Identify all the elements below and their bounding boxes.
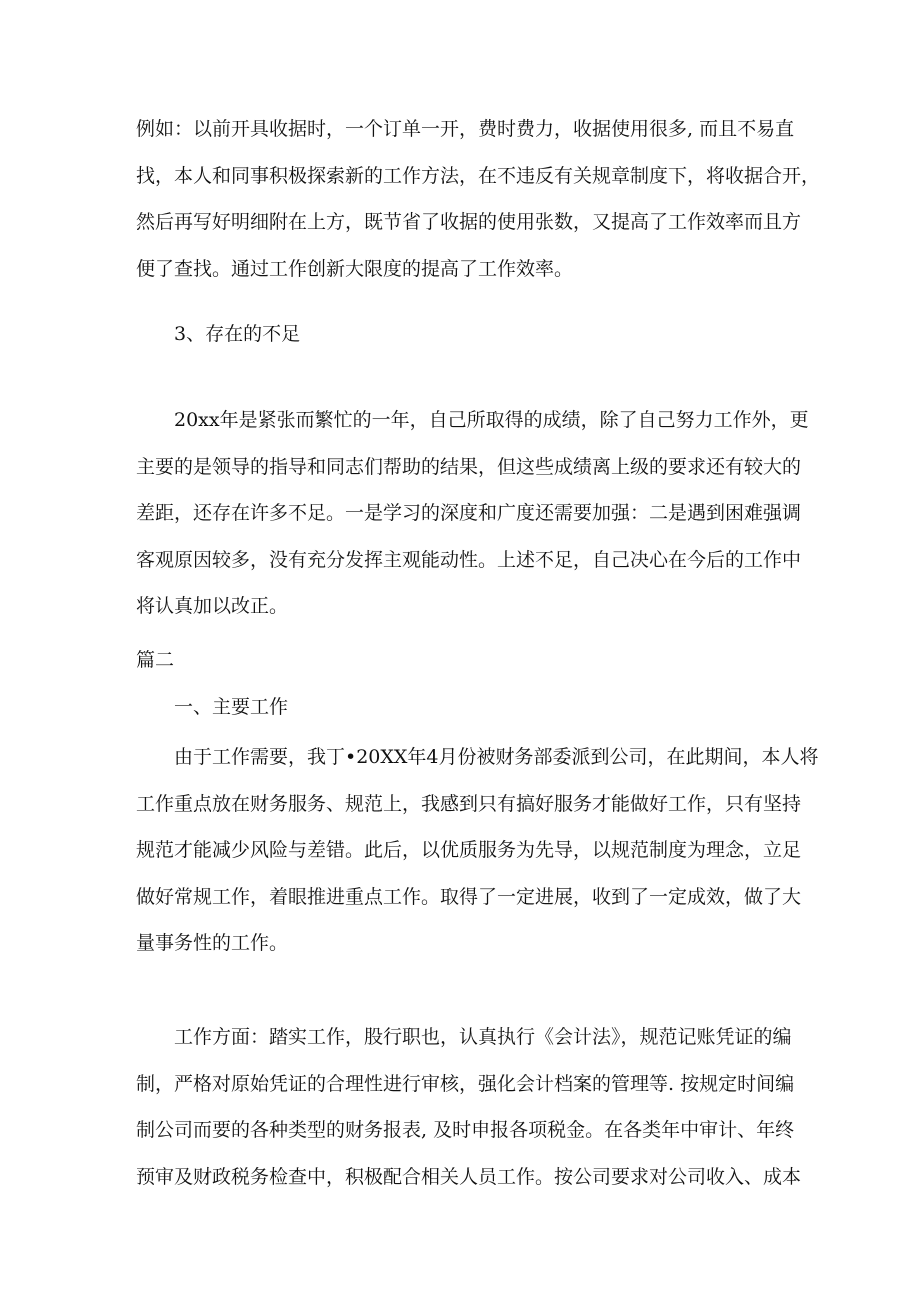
paragraph-shortcomings [136,397,809,630]
section-heading-shortcomings: 3、存在的不足 [174,323,301,345]
paragraph-line: 预审及财政税务检查中，积极配合相关人员工作。按公司要求对公司收入、成本 [136,1165,802,1188]
paragraph-line: 主要的是领导的指导和同志们帮助的结果，但这些成绩离上级的要求还有较大的 [136,455,802,478]
paragraph-receipt-example [136,106,821,292]
section-heading-main-work: 一、主要工作 [174,696,289,718]
paragraph-line: 找，本人和同事积极探索新的工作方法，在不违反有关规章制度下，将收据合开， [136,164,821,187]
paragraph-line: 量事务性的工作。 [136,932,289,954]
paragraph-line: 客观原因较多，没有充分发挥主观能动性。上述不足，自己决心在今后的工作中 [136,548,802,571]
paragraph-line: 然后再写好明细附在上方，既节省了收据的使用张数，又提高了工作效率而且方 [136,211,802,233]
paragraph-line: 由于工作需要，我丁•20XX年4月份被财务部委派到公司，在此期间，本人将 [174,746,819,768]
paragraph-line: 规范才能减少风险与差错。此后，以优质服务为先导，以规范制度为理念，立足 [136,839,802,861]
paragraph-work-aspects [136,1014,802,1200]
paragraph-line: 20xx年是紧张而繁忙的一年，自己所取得的成绩，除了自己努力工作外，更 [174,409,809,431]
paragraph-line: 制，严格对原始凭证的合理性进行审核，强化会计档案的管理等. 按规定时间编 [136,1072,795,1095]
section-heading-part-two: 篇二 [136,649,175,671]
paragraph-line: 工作方面：踏实工作，股行职也，认真执行《会计法》，规范记账凭证的编 [174,1026,792,1048]
paragraph-line: 将认真加以改正。 [136,595,289,617]
paragraph-line: 制公司而要的各种类型的财务报表, 及时申报各项税金。在各类年中审计、年终 [136,1119,795,1141]
paragraph-line: 例如：以前开具收据时，一个订单一开，费时费力，收据使用很多, 而且不易直 [136,118,795,140]
paragraph-line: 工作重点放在财务服务、规范上，我感到只有搞好服务才能做好工作，只有坚持 [136,792,802,815]
paragraph-line: 差距，还存在许多不足。一是学习的深度和广度还需要加强：二是遇到困难强调 [136,502,802,524]
paragraph-line: 做好常规工作，着眼推进重点工作。取得了一定进展，收到了一定成效，做了大 [136,885,802,908]
paragraph-line: 便了查找。通过工作创新大限度的提高了工作效率。 [136,257,574,280]
paragraph-assignment [136,734,819,967]
